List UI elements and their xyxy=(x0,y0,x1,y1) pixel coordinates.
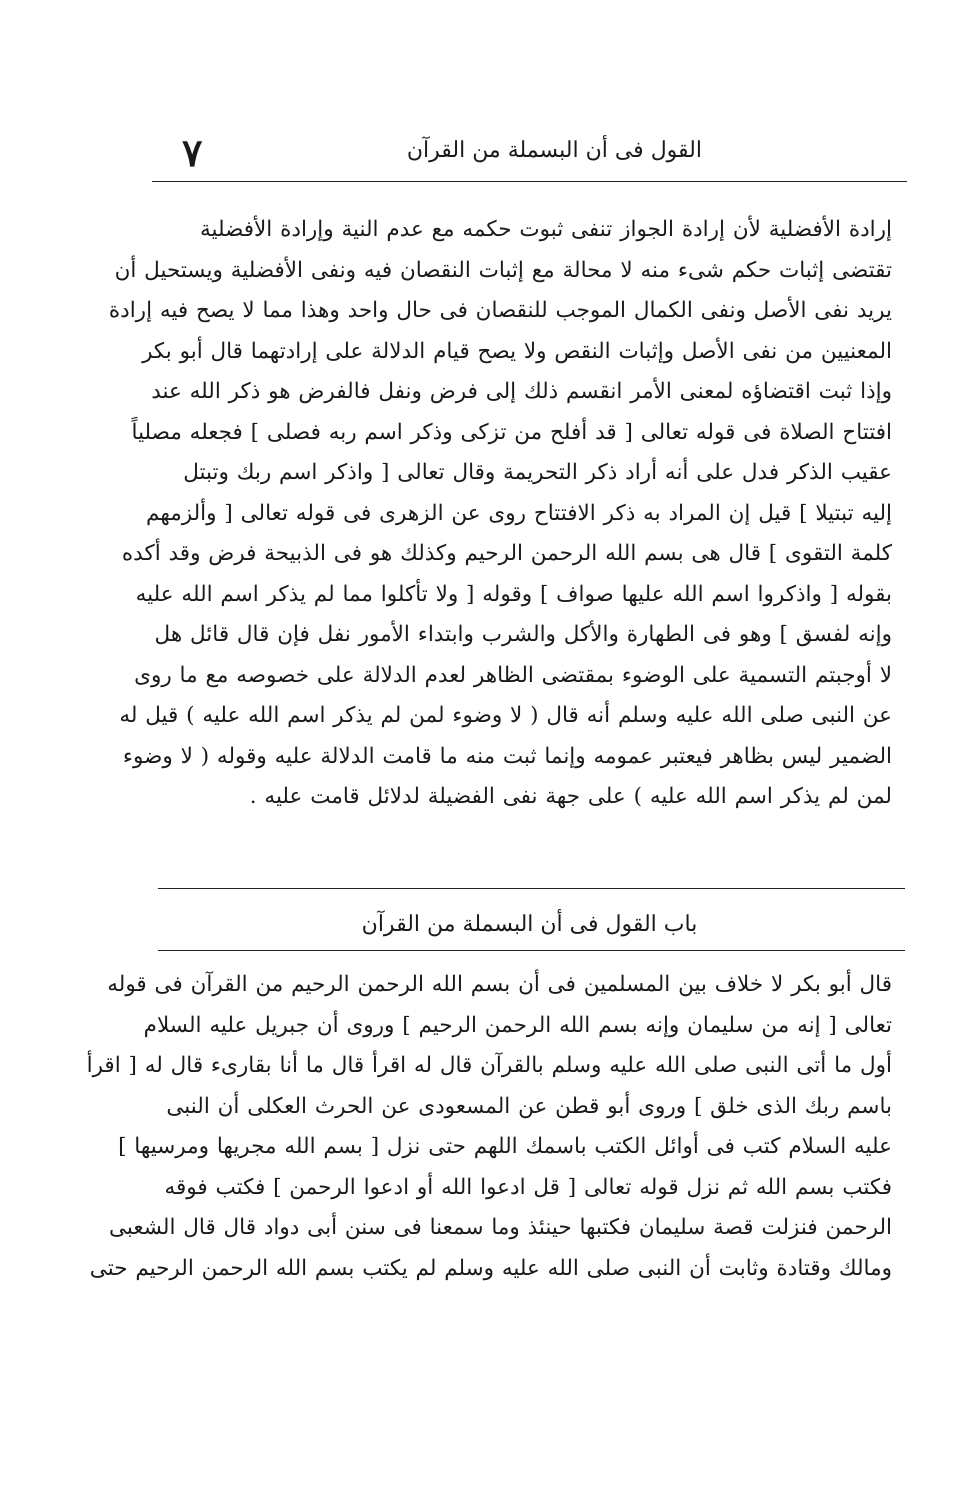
section-rule-top xyxy=(158,888,905,889)
text-line: إرادة الأفضلية لأن إرادة الجواز تنفى ثبوت حكمه مع عدم النية وإرادة الأفضلية xyxy=(199,217,892,242)
text-line: ومالك وقتادة وثابت أن النبى صلى الله عليه وسلم لم يكتب بسم الله الرحمن الرحيم حتى xyxy=(89,1255,892,1281)
text-line: يريد نفى الأصل ونفى الكمال الموجب للنقصان فى حال واحد وهذا مما لا يصح فيه إرادة xyxy=(108,298,892,323)
text-line: لا أوجبتم التسمية على الوضوء بمقتضى الظاهر لعدم الدلالة على خصوصه مع ما روى xyxy=(134,662,892,688)
paragraph-1 xyxy=(108,210,892,818)
text-line: عقيب الذكر فدل على أنه أراد ذكر التحريمة وقال تعالى [ واذكر اسم ربك وتبتل xyxy=(183,460,892,485)
section-rule-bottom xyxy=(158,950,905,951)
text-line: كلمة التقوى ] قال هى بسم الله الرحمن الرحيم وكذلك هو فى الذبيحة فرض وقد أكده xyxy=(121,541,892,566)
text-line: وإذا ثبت اقتضاؤه لمعنى الأمر انقسم ذلك إلى فرض ونفل فالفرض هو ذكر الله عند xyxy=(151,379,892,404)
text-line: وإنه لفسق ] وهو فى الطهارة والأكل والشرب وابتداء الأمور نفل فإن قال قائل هل xyxy=(154,622,892,647)
text-line: الرحمن فنزلت قصة سليمان فكتبها حينئذ وما سمعنا فى سنن أبى دواد قال قال الشعبى xyxy=(108,1215,892,1240)
text-line: تعالى [ إنه من سليمان وإنه بسم الله الرحمن الرحيم ] وروى أن جبريل عليه السلام xyxy=(143,1012,892,1038)
header-rule xyxy=(152,181,907,182)
running-title: القول فى أن البسملة من القرآن xyxy=(406,138,702,163)
chapter-title: باب القول فى أن البسملة من القرآن xyxy=(361,912,698,937)
text-line: عن النبى صلى الله عليه وسلم أنه قال ( لا وضوء لمن لم يذكر اسم الله عليه ) قيل له xyxy=(119,703,892,728)
text-line: قال أبو بكر لا خلاف بين المسلمين فى أن بسم الله الرحمن الرحيم من القرآن فى قوله xyxy=(107,972,892,997)
text-line: لمن لم يذكر اسم الله عليه ) على جهة نفى الفضيلة لدلائل قامت عليه . xyxy=(249,784,892,809)
text-line: فكتب بسم الله ثم نزل قوله تعالى [ قل ادعوا الله أو ادعوا الرحمن ] فكتب فوقه xyxy=(164,1174,892,1200)
paragraph-2 xyxy=(86,965,892,1289)
text-line: أول ما أتى النبى صلى الله عليه وسلم بالقرآن قال له اقرأ قال ما أنا بقارىء قال له [ اقرأ xyxy=(86,1053,892,1078)
text-line: بقوله [ واذكروا اسم الله عليها صواف ] وقوله [ ولا تأكلوا مما لم يذكر اسم الله عليه xyxy=(135,581,892,607)
text-line: تقتضى إثبات حكم شىء منه لا محالة مع إثبات النقصان فيه ونفى الأفضلية ويستحيل أن xyxy=(114,257,892,283)
page-header xyxy=(152,130,907,178)
text-line: افتتاح الصلاة فى قوله تعالى [ قد أفلح من تزكى وذكر اسم ربه فصلى ] فجعله مصلياً xyxy=(131,419,892,445)
text-line: المعنيين من نفى الأصل وإثبات النقص ولا يصح قيام الدلالة على إرادتهما قال أبو بكر xyxy=(142,338,892,364)
page-number: ٧ xyxy=(182,130,203,175)
text-line: عليه السلام كتب فى أوائل الكتب باسمك اللهم حتى نزل [ بسم الله مجريها ومرسيها ] xyxy=(118,1134,892,1159)
text-line: باسم ربك الذى خلق ] وروى أبو قطن عن المسعودى عن الحرث العكلى أن النبى xyxy=(166,1093,892,1119)
text-line: الضمير ليس بظاهر فيعتبر عمومه وإنما ثبت منه ما قامت الدلالة عليه وقوله ( لا وضوء xyxy=(122,743,892,769)
text-line: إليه تبتيلا ] قيل إن المراد به ذكر الافتتاح روى عن الزهرى فى قوله تعالى [ وألزمهم xyxy=(146,500,892,526)
